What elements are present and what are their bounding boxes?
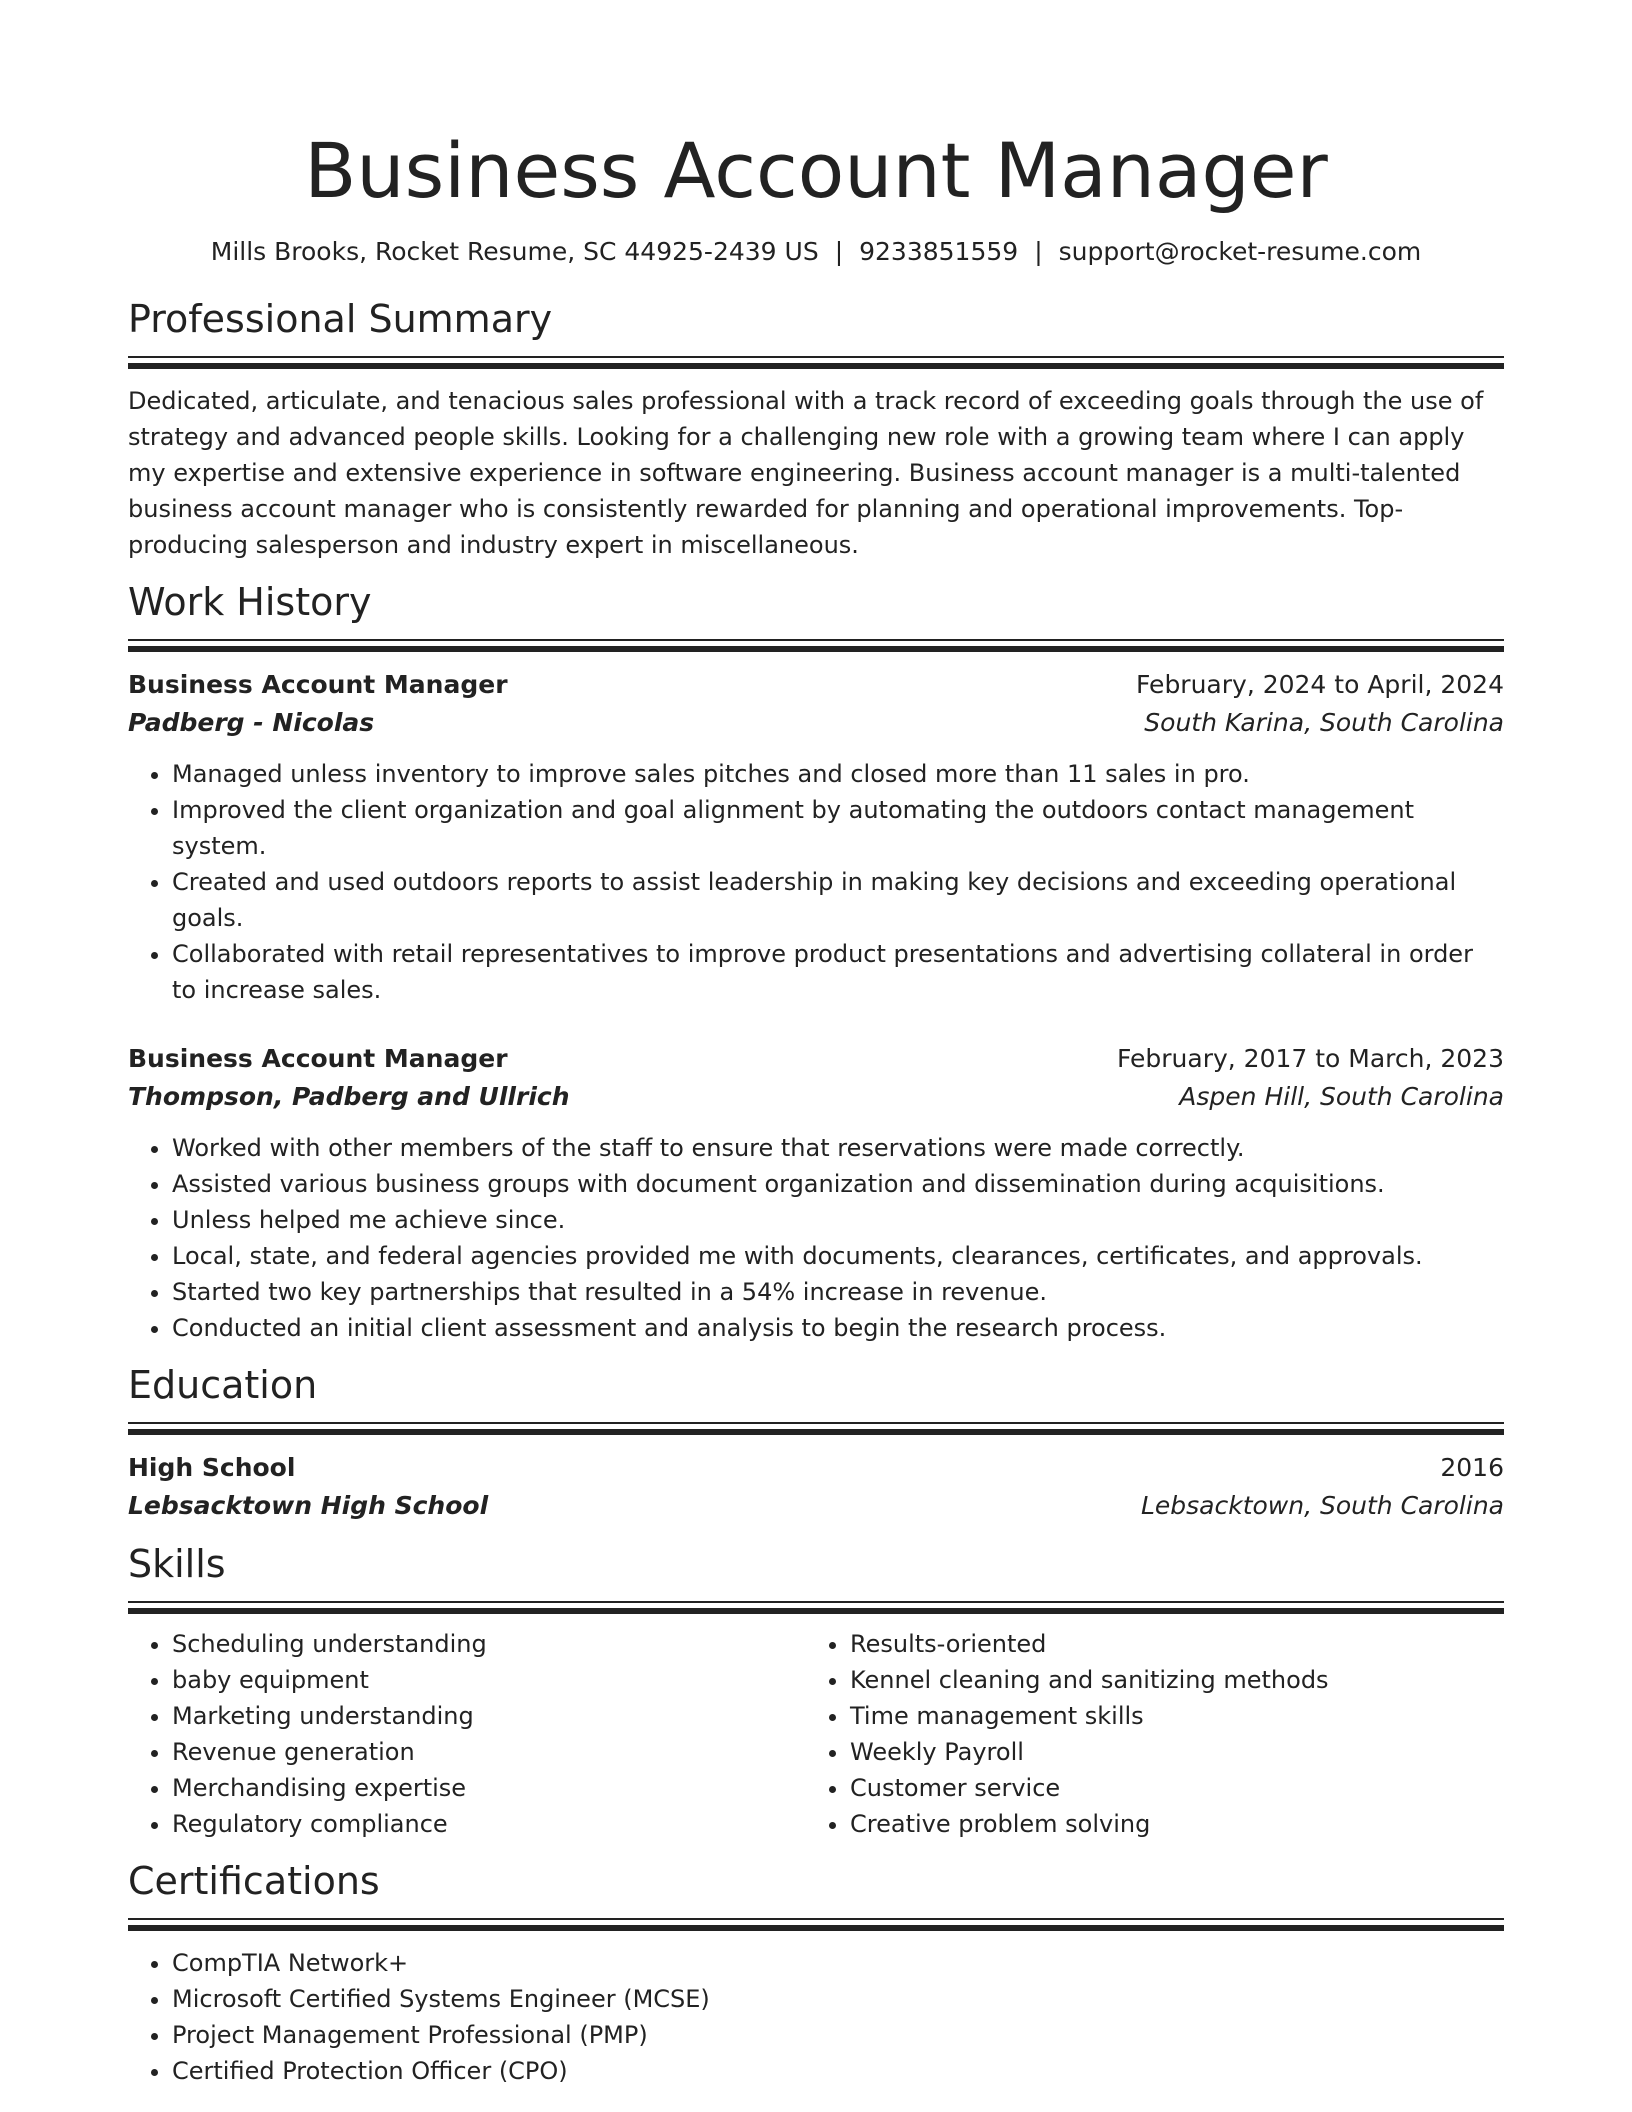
list-item: • Revenue generation — [172, 1734, 806, 1770]
list-item: • Improved the client organization and goal alignment by automating the outdoors contact management system. — [172, 792, 1504, 864]
education-subheader — [128, 1487, 1504, 1525]
contact-phone: 9233851559 — [859, 237, 1019, 266]
education-location: Lebsacktown, South Carolina — [1140, 1491, 1504, 1520]
job-bullets — [128, 1130, 1504, 1346]
list-item: • Weekly Payroll — [850, 1734, 1484, 1770]
job-dates: February, 2017 to March, 2023 — [1116, 1044, 1504, 1073]
list-item: • Assisted various business groups with document organization and dissemination during acquisitions. — [172, 1166, 1504, 1202]
skills-section — [128, 1541, 1504, 1842]
skills-column-left — [128, 1626, 806, 1842]
job-title: Business Account Manager — [128, 670, 508, 699]
job-title: Business Account Manager — [128, 1044, 508, 1073]
contact-email: support@rocket-resume.com — [1058, 237, 1422, 266]
job-subheader — [128, 1078, 1504, 1116]
summary-section — [128, 296, 1504, 563]
skills-grid — [128, 1626, 1504, 1842]
section-divider — [128, 1422, 1504, 1435]
education-year: 2016 — [1440, 1453, 1504, 1482]
list-item: • Created and used outdoors reports to assist leadership in making key decisions and exceeding operational goals. — [172, 864, 1504, 936]
certifications-section — [128, 1858, 1504, 2089]
list-item: • Certified Protection Officer (CPO) — [172, 2053, 1504, 2089]
list-item: • Microsoft Certified Systems Engineer (MCSE) — [172, 1981, 1504, 2017]
list-item: • Time management skills — [850, 1698, 1484, 1734]
contact-address: Mills Brooks, Rocket Resume, SC 44925-2439 US — [210, 237, 819, 266]
list-item: • Conducted an initial client assessment and analysis to begin the research process. — [172, 1310, 1504, 1346]
list-item: • Customer service — [850, 1770, 1484, 1806]
job-location: Aspen Hill, South Carolina — [1179, 1082, 1504, 1111]
list-item: • Worked with other members of the staff to ensure that reservations were made correctly. — [172, 1130, 1504, 1166]
job-entry — [128, 666, 1504, 1008]
job-company: Padberg - Nicolas — [128, 708, 375, 737]
job-subheader — [128, 704, 1504, 742]
list-item: • Unless helped me achieve since. — [172, 1202, 1504, 1238]
summary-text: Dedicated, articulate, and tenacious sales professional with a track record of exceeding goals through the use of strategy and advanced people skills. Looking for a challenging new role with a growing team where I can apply my expertise and extensive experience in software engineering. Business account manager is a multi-talented business account manager who is consistently rewarded for planning and operational improvements. Top-producing salesperson and industry expert in miscellaneous. — [128, 387, 1484, 559]
section-heading: Skills — [128, 1542, 226, 1586]
list-item: • Marketing understanding — [172, 1698, 806, 1734]
education-entry — [128, 1449, 1504, 1525]
skills-column-right — [806, 1626, 1484, 1842]
list-item: • CompTIA Network+ — [172, 1945, 1504, 1981]
section-divider — [128, 639, 1504, 652]
contact-separator: | — [834, 237, 844, 266]
list-item: • Collaborated with retail representatives to improve product presentations and advertising collateral in order to increase sales. — [172, 936, 1504, 1008]
job-entry — [128, 1040, 1504, 1346]
education-school: Lebsacktown High School — [128, 1491, 489, 1520]
resume-title: Business Account Manager — [304, 126, 1328, 215]
job-dates: February, 2024 to April, 2024 — [1136, 670, 1504, 699]
job-company: Thompson, Padberg and Ullrich — [128, 1082, 570, 1111]
job-header — [128, 1040, 1504, 1078]
section-heading: Education — [128, 1363, 318, 1407]
education-section — [128, 1362, 1504, 1525]
list-item: • Started two key partnerships that resulted in a 54% increase in revenue. — [172, 1274, 1504, 1310]
section-heading: Work History — [128, 580, 372, 624]
section-divider — [128, 1601, 1504, 1614]
list-item: • baby equipment — [172, 1662, 806, 1698]
job-header — [128, 666, 1504, 704]
contact-line — [128, 236, 1504, 268]
list-item: • Regulatory compliance — [172, 1806, 806, 1842]
list-item: • Managed unless inventory to improve sales pitches and closed more than 11 sales in pro. — [172, 756, 1504, 792]
job-bullets — [128, 756, 1504, 1008]
list-item: • Project Management Professional (PMP) — [172, 2017, 1504, 2053]
contact-separator: | — [1034, 237, 1043, 266]
job-location: South Karina, South Carolina — [1144, 708, 1504, 737]
list-item: • Results-oriented — [850, 1626, 1484, 1662]
education-header — [128, 1449, 1504, 1487]
list-item: • Kennel cleaning and sanitizing methods — [850, 1662, 1484, 1698]
section-divider — [128, 356, 1504, 369]
list-item: • Merchandising expertise — [172, 1770, 806, 1806]
resume-page — [128, 0, 1504, 2089]
list-item: • Local, state, and federal agencies provided me with documents, clearances, certificates, and approvals. — [172, 1238, 1504, 1274]
section-heading: Certifications — [128, 1859, 380, 1903]
education-degree: High School — [128, 1453, 296, 1482]
section-divider — [128, 1918, 1504, 1931]
section-heading: Professional Summary — [128, 297, 553, 341]
work-history-section — [128, 579, 1504, 1346]
list-item: • Creative problem solving — [850, 1806, 1484, 1842]
list-item: • Scheduling understanding — [172, 1626, 806, 1662]
certifications-list — [128, 1945, 1504, 2089]
